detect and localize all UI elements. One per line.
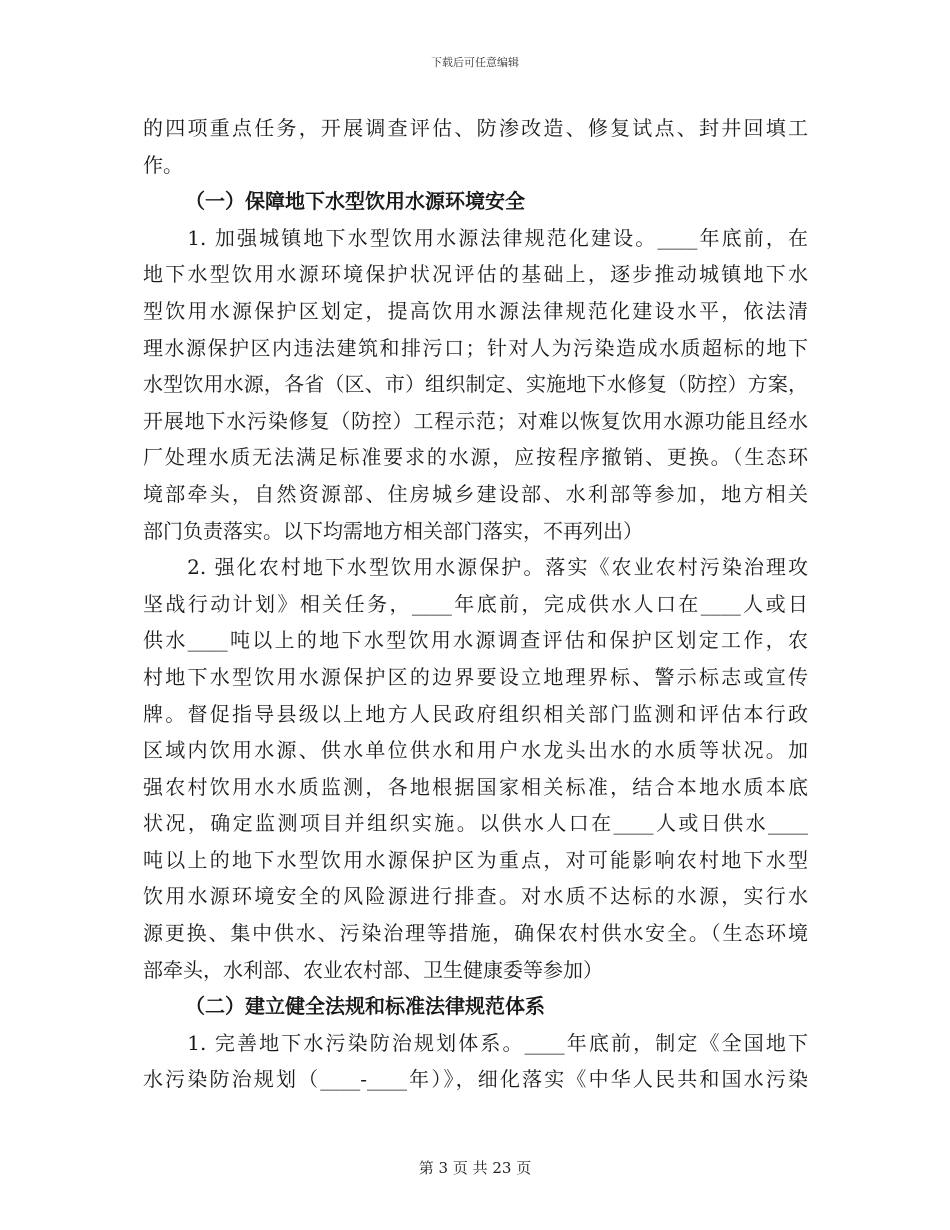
body-text-line: 吨以上的地下水型饮用水源保护区为重点，对可能影响农村地下水型 [143,847,808,872]
body-text-line: 坚战行动计划》相关任务，____年底前，完成供水人口在____人或日 [143,591,808,616]
section-heading: （一）保障地下水型饮用水源环境安全 [185,189,525,214]
body-text-line: 境部牵头，自然资源部、住房城乡建设部、水利部等参加，地方相关 [143,481,808,506]
body-text-line: 厂处理水质无法满足标准要求的水源，应按程序撤销、更换。（生态环 [143,445,808,470]
body-text-line: 1. 加强城镇地下水型饮用水源法律规范化建设。____年底前，在 [143,225,808,250]
body-text-line: 饮用水源环境安全的风险源进行排查。对水质不达标的水源，实行水 [143,884,808,909]
body-text-line: 村地下水型饮用水源保护区的边界要设立地理界标、警示标志或宣传 [143,664,808,689]
body-text-line: 源更换、集中供水、污染治理等措施，确保农村供水安全。（生态环境 [143,921,808,946]
section-heading: （二）建立健全法规和标准法律规范体系 [185,994,545,1019]
body-text-line: 开展地下水污染修复（防控）工程示范；对难以恢复饮用水源功能且经水 [143,408,808,433]
body-text-line: 1. 完善地下水污染防治规划体系。____年底前，制定《全国地下 [143,1030,808,1055]
body-text-line: 牌。督促指导县级以上地方人民政府组织相关部门监测和评估本行政 [143,701,808,726]
page-footer: 第 3 页 共 23 页 [418,1159,532,1177]
body-text-line: 供水____吨以上的地下水型饮用水源调查评估和保护区划定工作，农 [143,628,808,653]
body-text-line: 部门负责落实。以下均需地方相关部门落实，不再列出） [143,518,643,543]
body-text-line: 作。 [143,152,183,177]
page-header: 下载后可任意编辑 [431,56,519,69]
body-text-line: 区域内饮用水源、供水单位供水和用户水龙头出水的水质等状况。加 [143,738,808,763]
body-text-line: 2. 强化农村地下水型饮用水源保护。落实《农业农村污染治理攻 [143,555,808,580]
body-text-line: 状况，确定监测项目并组织实施。以供水人口在____人或日供水____ [143,811,808,836]
body-text-line: 强农村饮用水水质监测，各地根据国家相关标准，结合本地水质本底 [143,774,808,799]
body-text-line: 水型饮用水源，各省（区、市）组织制定、实施地下水修复（防控）方案， [143,372,808,397]
body-text-line: 部牵头，水利部、农业农村部、卫生健康委等参加） [143,957,603,982]
document-body [143,110,808,1098]
body-text-line: 型饮用水源保护区划定，提高饮用水源法律规范化建设水平，依法清 [143,298,808,323]
body-text-line: 的四项重点任务，开展调查评估、防渗改造、修复试点、封井回填工 [143,116,808,140]
body-text-line: 水污染防治规划（____-____年）》，细化落实《中华人民共和国水污染 [143,1067,808,1092]
body-text-line: 地下水型饮用水源环境保护状况评估的基础上，逐步推动城镇地下水 [143,262,808,287]
body-text-line: 理水源保护区内违法建筑和排污口；针对人为污染造成水质超标的地下 [143,335,808,360]
